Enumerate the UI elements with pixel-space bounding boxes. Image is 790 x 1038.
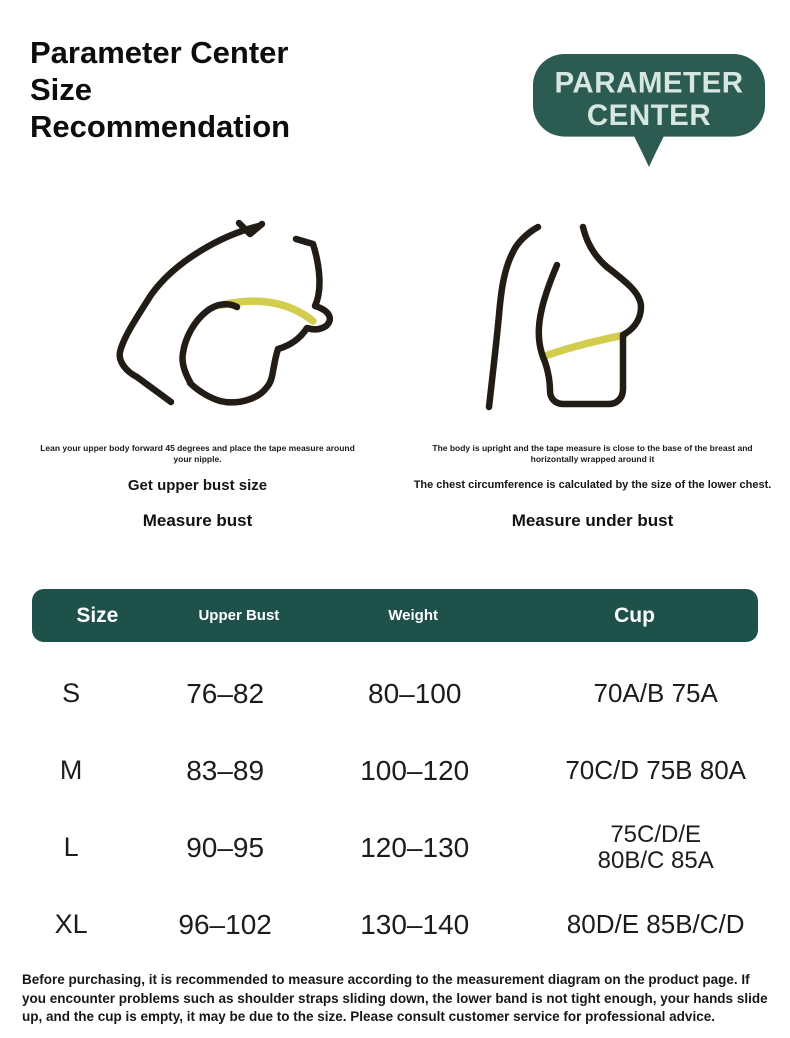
size-table-body — [0, 655, 790, 963]
table-row-s — [0, 655, 790, 732]
parameter-center-logo — [530, 52, 768, 170]
page-title-line-3: Recommendation — [30, 109, 291, 144]
cup-value: 70A/B 75A — [593, 678, 718, 708]
cup-value — [521, 822, 790, 874]
measure-bust-column — [0, 209, 395, 531]
measurement-guide — [0, 209, 790, 531]
size-value: L — [63, 832, 79, 862]
cup-value: 70C/D 75B 80A — [565, 755, 746, 785]
weight-value: 120–130 — [360, 831, 470, 863]
upper-bust-value: 96–102 — [178, 908, 272, 940]
column-header-upper-bust: Upper Bust — [198, 607, 280, 624]
lean-forward-figure-icon — [96, 209, 386, 427]
page-title-line-2: Size — [30, 72, 93, 107]
cup-value: 80D/E 85B/C/D — [566, 909, 745, 939]
figure-back-line — [489, 227, 538, 407]
logo-text-line-1: PARAMETER — [554, 66, 744, 100]
column-header-weight: Weight — [388, 607, 438, 624]
weight-value: 80–100 — [368, 677, 462, 709]
cup-value-line-1: 75C/D/E — [610, 820, 702, 848]
upper-bust-value: 76–82 — [186, 677, 265, 709]
size-value: S — [62, 678, 81, 708]
measure-under-bust-subtitle: The chest circumference is calculated by the size of the lower chest. — [413, 479, 772, 491]
measure-bust-subtitle: Get upper bust size — [127, 477, 268, 494]
purchase-advice-note: Before purchasing, it is recommended to measure according to the measurement diagram on the product page. If you encounter problems such as shoulder straps sliding down, the lower band is not tight enough, your hands slide up, and the cup is empty, it may be due to the size. Please consult customer service for professional advice. — [22, 972, 768, 1024]
upright-figure-icon — [461, 209, 671, 427]
upper-bust-value: 90–95 — [186, 831, 265, 863]
tape-measure-line — [545, 335, 624, 356]
page-header — [0, 0, 790, 145]
upright-figure — [395, 209, 790, 427]
measure-under-bust-title: Measure under bust — [511, 511, 674, 530]
cup-value-line-2: 80B/C 85A — [597, 846, 714, 874]
measure-under-bust-column — [395, 209, 790, 531]
upper-bust-value: 83–89 — [186, 754, 265, 786]
measure-under-bust-caption: The body is upright and the tape measure is close to the base of the breast and horizontally wrapped around it — [432, 443, 753, 465]
weight-value: 100–120 — [360, 754, 470, 786]
figure-inner-arm-line — [182, 304, 237, 382]
table-row-l — [0, 809, 790, 886]
size-table — [0, 589, 790, 963]
speech-bubble-icon — [530, 52, 768, 170]
logo-bubble-tail — [631, 131, 666, 167]
column-header-cup: Cup — [614, 603, 655, 627]
figure-inner-arm-line — [539, 265, 557, 362]
page-title-line-1: Parameter Center — [30, 35, 289, 70]
figure-torso-breast-line — [545, 227, 641, 404]
table-row-m — [0, 732, 790, 809]
size-table-header — [32, 589, 758, 642]
lean-forward-figure — [0, 209, 395, 427]
measure-bust-caption: Lean your upper body forward 45 degrees and place the tape measure around your nipple. — [40, 443, 355, 465]
logo-text-line-2: CENTER — [586, 98, 712, 132]
size-value: XL — [54, 909, 88, 939]
weight-value: 130–140 — [360, 908, 470, 940]
column-header-size: Size — [76, 603, 119, 627]
table-row-xl — [0, 886, 790, 963]
measure-bust-title: Measure bust — [142, 511, 253, 530]
size-value: M — [59, 755, 83, 785]
